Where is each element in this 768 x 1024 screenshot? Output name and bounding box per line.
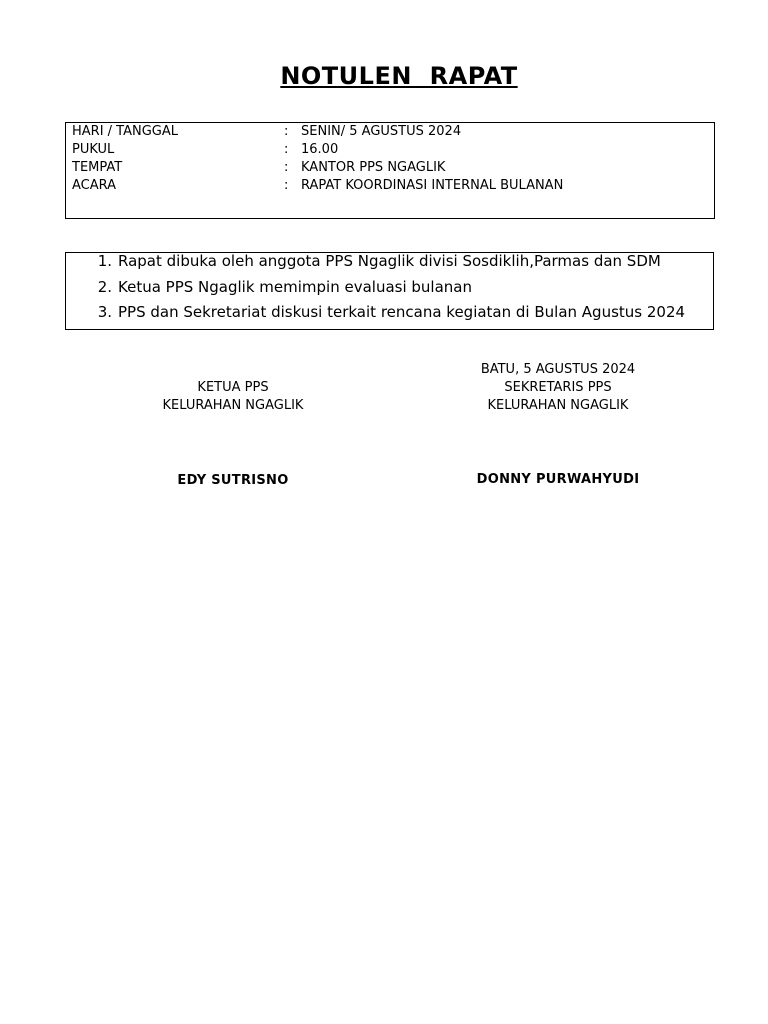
signature-right-unit: KELURAHAN NGAGLIK [487, 398, 629, 413]
info-colon: : [284, 178, 289, 193]
info-colon: : [284, 160, 289, 175]
signature-left-role: KETUA PPS [197, 380, 269, 395]
info-label: HARI / TANGGAL [72, 124, 179, 139]
agenda-item-number: 1. [97, 252, 112, 270]
agenda-item-number: 2. [97, 278, 112, 296]
signature-left-name: EDY SUTRISNO [177, 473, 289, 488]
agenda-item-text: PPS dan Sekretariat diskusi terkait rencana kegiatan di Bulan Agustus 2024 [118, 303, 686, 321]
info-value: 16.00 [301, 142, 339, 157]
signature-right-name: DONNY PURWAHYUDI [476, 472, 640, 487]
info-value: RAPAT KOORDINASI INTERNAL BULANAN [301, 178, 564, 193]
info-value: KANTOR PPS NGAGLIK [301, 160, 446, 175]
info-label: PUKUL [72, 142, 115, 157]
info-value: SENIN/ 5 AGUSTUS 2024 [301, 124, 462, 139]
info-label: ACARA [72, 178, 117, 193]
document-title: NOTULEN RAPAT [280, 62, 518, 90]
signature-right-place-date: BATU, 5 AGUSTUS 2024 [480, 362, 636, 377]
meeting-info-box [65, 122, 715, 219]
agenda-item-text: Ketua PPS Ngaglik memimpin evaluasi bulanan [118, 278, 472, 296]
signature-right-role: SEKRETARIS PPS [504, 380, 612, 395]
info-colon: : [284, 124, 289, 139]
agenda-list-box [65, 252, 714, 330]
agenda-item-text: Rapat dibuka oleh anggota PPS Ngaglik divisi Sosdiklih,Parmas dan SDM [118, 252, 661, 270]
agenda-item-number: 3. [97, 303, 112, 321]
info-colon: : [284, 142, 289, 157]
signature-left-unit: KELURAHAN NGAGLIK [162, 398, 304, 413]
info-label: TEMPAT [72, 160, 123, 175]
